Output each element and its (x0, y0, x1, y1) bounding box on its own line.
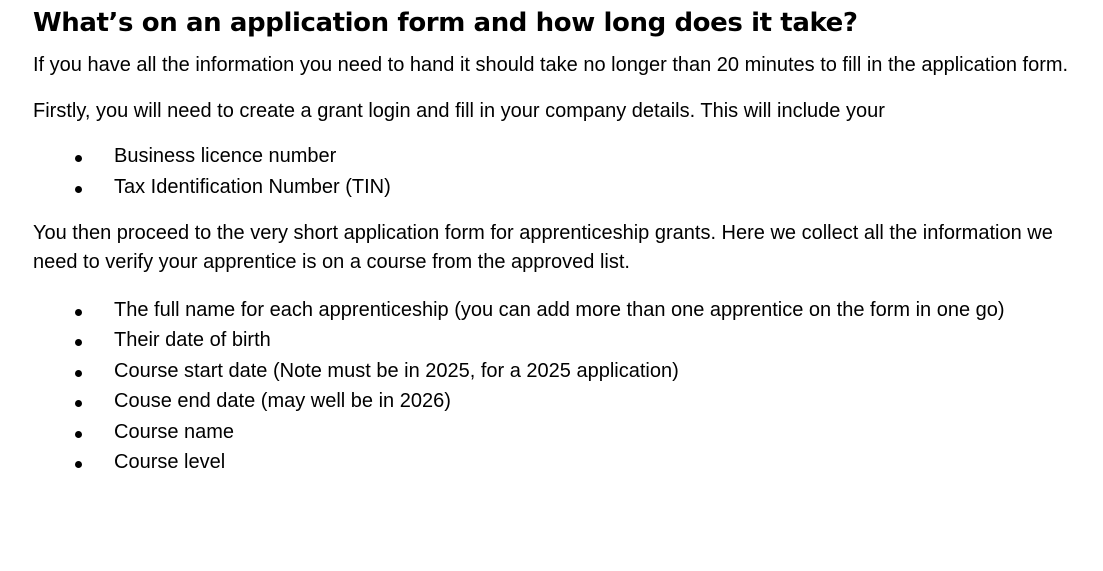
list-item: Their date of birth (33, 326, 1069, 355)
company-details-paragraph: Firstly, you will need to create a grant login and fill in your company details. This will include your (33, 100, 885, 122)
list-item: Couse end date (may well be in 2026) (33, 387, 1069, 416)
list-item: The full name for each apprenticeship (you can add more than one apprentice on the form in one go) (33, 296, 1069, 325)
list-item: Course name (33, 418, 1069, 447)
list-item: Course level (33, 448, 1069, 477)
intro-paragraph: If you have all the information you need to hand it should take no longer than 20 minutes to fill in the application form. (33, 54, 1069, 76)
application-fields-list (33, 296, 1069, 478)
company-details-list (33, 142, 1069, 202)
page-title: What’s on an application form and how long does it take? (33, 8, 858, 38)
list-item: Tax Identification Number (TIN) (33, 173, 1069, 202)
application-form-paragraph: You then proceed to the very short application form for apprenticeship grants. Here we collect all the information we need to verify your apprentice is on a course from the approved list. (33, 221, 1053, 273)
list-item: Course start date (Note must be in 2025, for a 2025 application) (33, 357, 1069, 386)
list-item: Business licence number (33, 142, 1069, 171)
